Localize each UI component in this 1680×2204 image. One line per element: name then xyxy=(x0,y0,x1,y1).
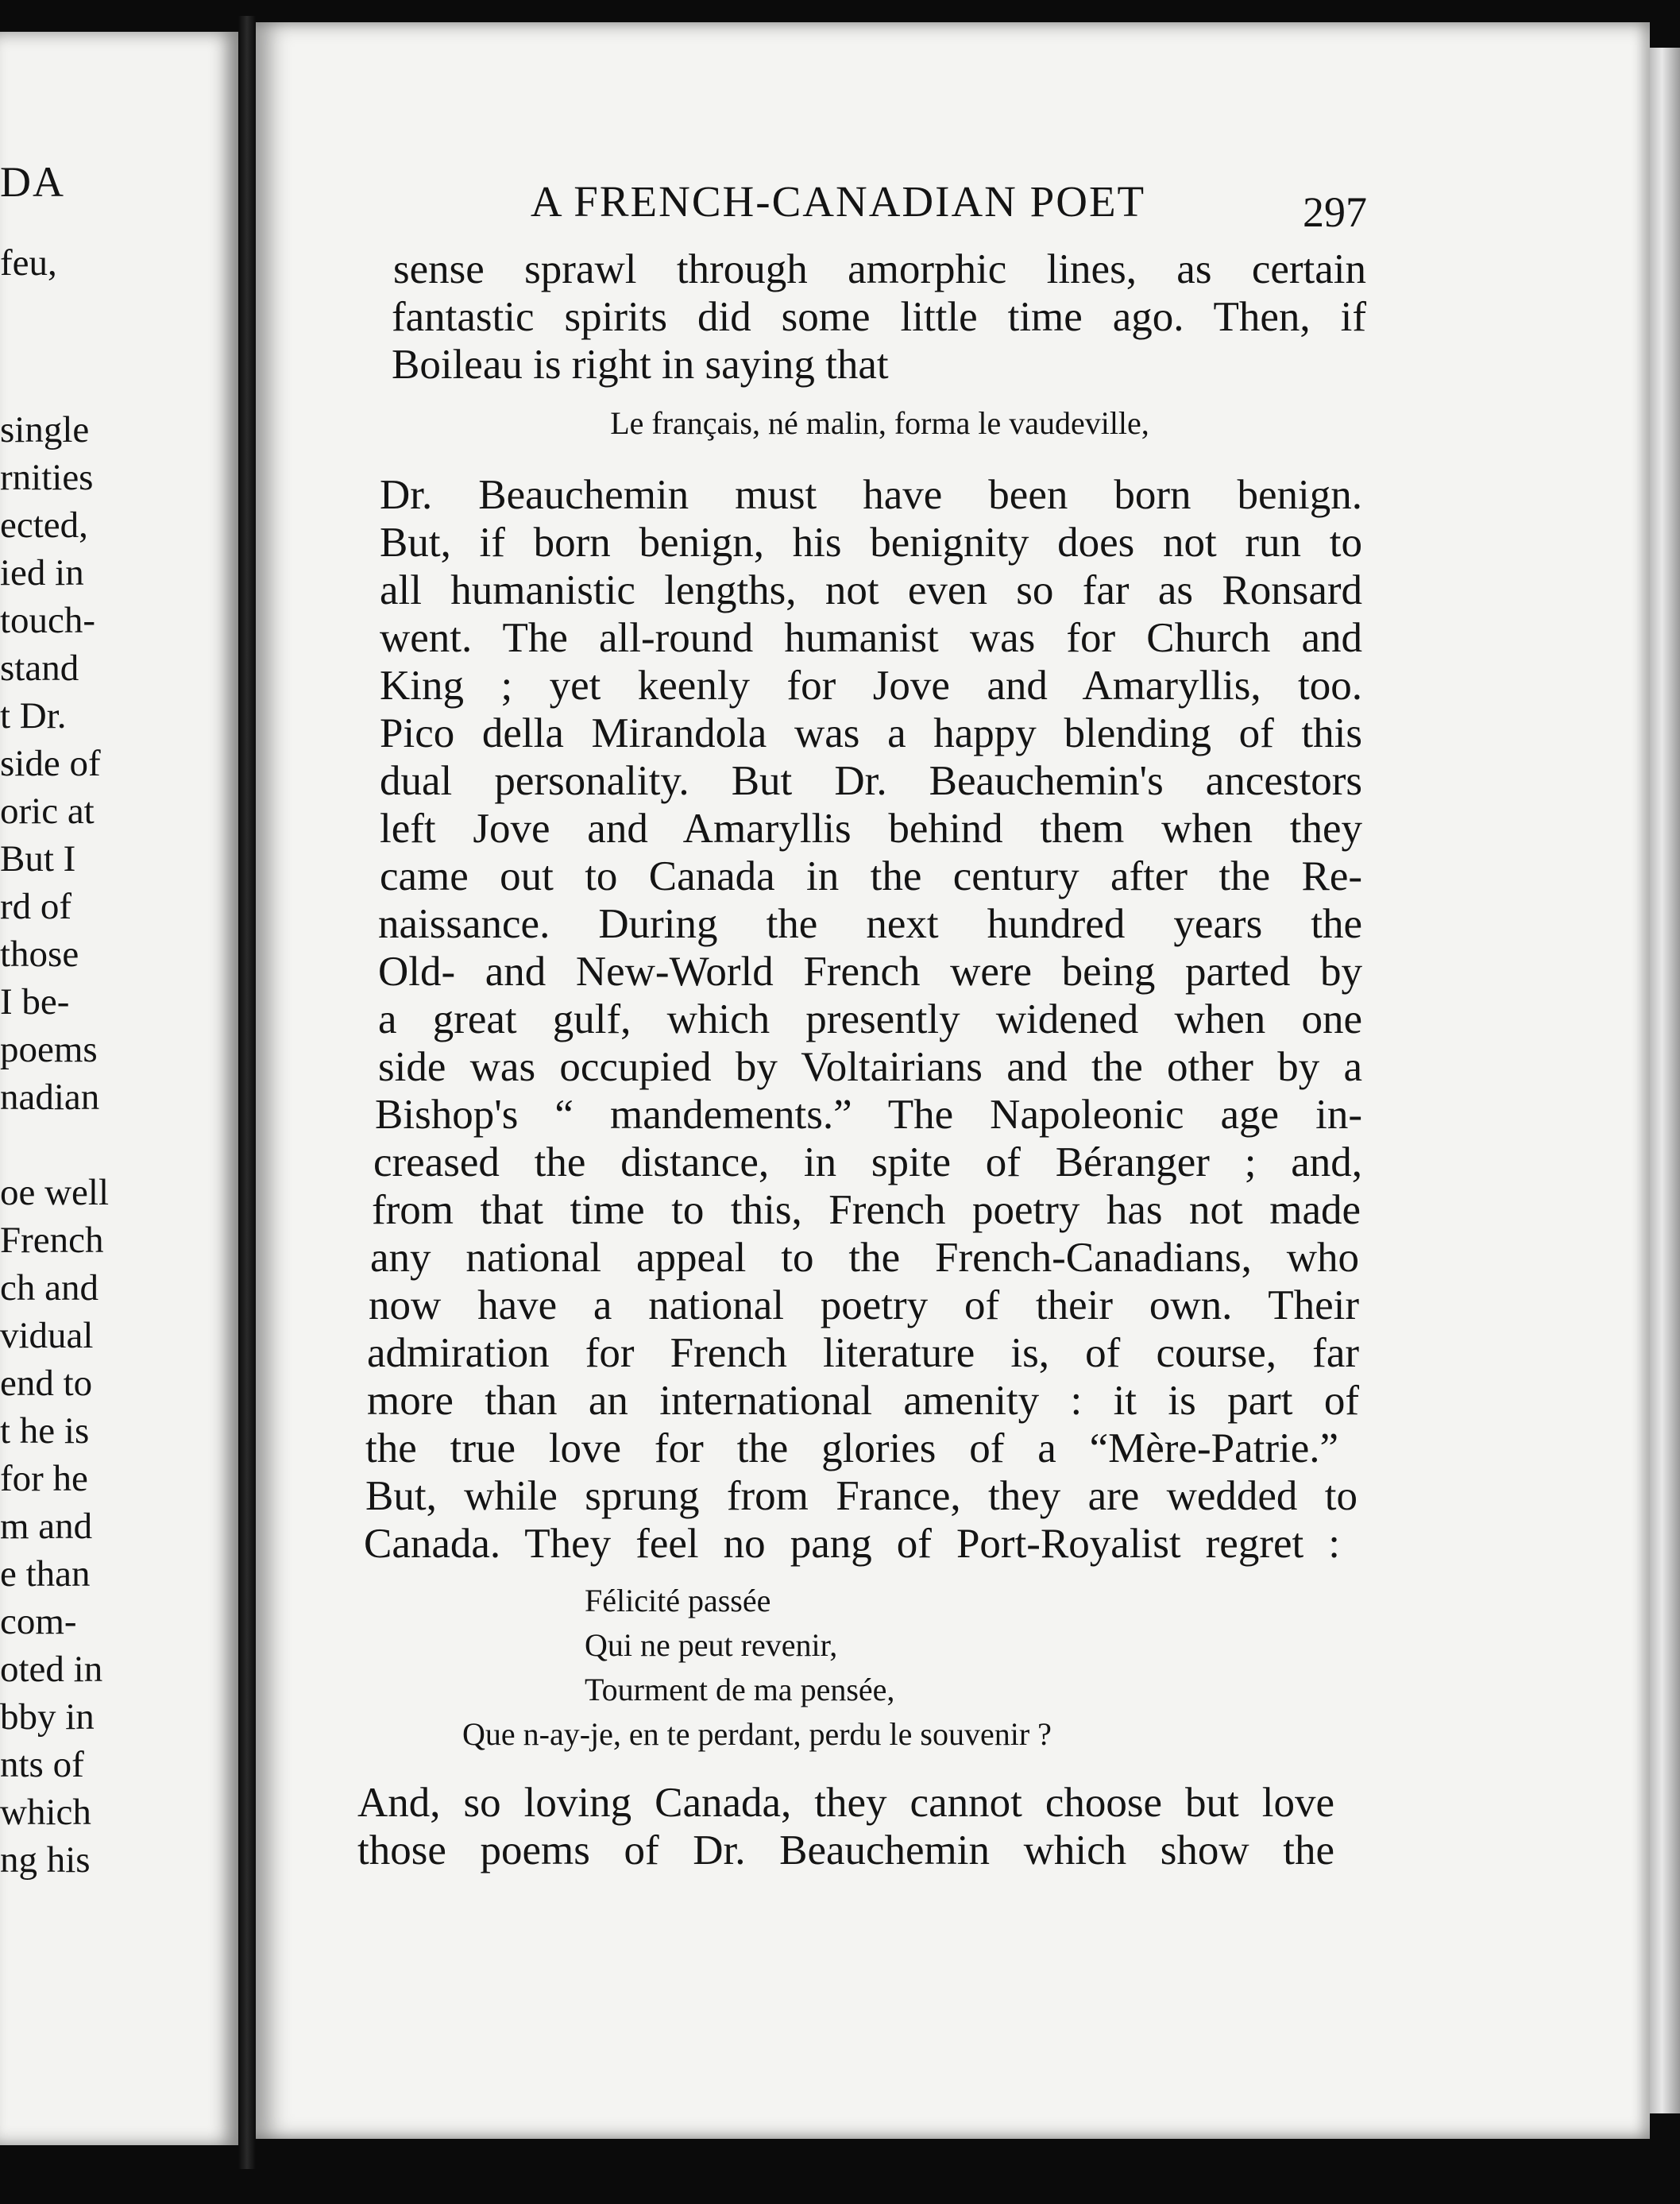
left-page-fragment: ected, xyxy=(0,505,88,546)
left-page-fragment: t he is xyxy=(0,1410,90,1452)
body-line: left Jove and Amaryllis behind them when they xyxy=(380,806,1362,852)
left-page-fragment: poems xyxy=(0,1029,98,1070)
left-page-fragment: ch and xyxy=(0,1267,98,1309)
left-page-fragment: ng his xyxy=(0,1839,91,1881)
body-line: from that time to this, French poetry has not made xyxy=(372,1187,1361,1233)
body-line: sense sprawl through amorphic lines, as certain xyxy=(393,246,1366,292)
body-line: fantastic spirits did some little time ago. Then, if xyxy=(392,294,1366,340)
body-line: a great gulf, which presently widened when one xyxy=(378,996,1362,1042)
body-line: And, so loving Canada, they cannot choose but love xyxy=(357,1780,1334,1826)
left-page-fragment: French xyxy=(0,1220,104,1261)
body-line: Canada. They feel no pang of Port-Royalist regret : xyxy=(364,1521,1340,1567)
left-page-fragment: for he xyxy=(0,1458,88,1499)
body-line: went. The all-round humanist was for Church and xyxy=(380,615,1362,661)
left-page-fragment: nts of xyxy=(0,1744,84,1785)
body-line: now have a national poetry of their own. Their xyxy=(369,1282,1359,1328)
left-page-fragment: DA xyxy=(0,158,65,206)
left-page-fragment: vidual xyxy=(0,1315,94,1356)
body-line: the true love for the glories of a “Mère-Patrie.” xyxy=(365,1425,1338,1471)
left-page-fragment: side of xyxy=(0,743,101,784)
body-line: Boileau is right in saying that xyxy=(392,342,889,388)
body-line: Old- and New-World French were being parted by xyxy=(378,949,1362,995)
left-page-fragment: rnities xyxy=(0,457,94,498)
left-page-fragment: rd of xyxy=(0,886,72,927)
left-page-fragment: I be- xyxy=(0,981,70,1023)
body-line: But, if born benign, his benignity does not run to xyxy=(380,520,1362,566)
body-line: admiration for French literature is, of course, far xyxy=(367,1330,1359,1376)
body-line: those poems of Dr. Beauchemin which show the xyxy=(357,1827,1334,1873)
body-line: came out to Canada in the century after the Re- xyxy=(380,853,1362,899)
body-line: King ; yet keenly for Jove and Amaryllis, too. xyxy=(380,663,1362,709)
left-page-fragment: e than xyxy=(0,1553,91,1595)
left-page-fragment: those xyxy=(0,934,79,975)
left-page-fragment: touch- xyxy=(0,600,96,641)
body-line: any national appeal to the French-Canadians, who xyxy=(370,1235,1359,1281)
book-gutter xyxy=(238,16,256,2169)
running-head: A FRENCH-CANADIAN POET xyxy=(530,177,1146,226)
body-line: dual personality. But Dr. Beauchemin's ancestors xyxy=(380,758,1362,804)
body-line: But, while sprung from France, they are wedded to xyxy=(365,1473,1358,1519)
left-page-fragment: feu, xyxy=(0,242,57,284)
left-page-fragment: end to xyxy=(0,1363,93,1404)
left-page-fragment: t Dr. xyxy=(0,695,67,737)
poem-line: Qui ne peut revenir, xyxy=(585,1627,838,1663)
body-line: side was occupied by Voltairians and the other by a xyxy=(378,1044,1362,1090)
poem-line: Que n-ay-je, en te perdant, perdu le souvenir ? xyxy=(462,1716,1052,1752)
body-line: creased the distance, in spite of Béranger ; and, xyxy=(373,1139,1362,1185)
page-edge xyxy=(1650,48,1680,2113)
left-page-fragment: which xyxy=(0,1792,91,1833)
left-page-fragment: stand xyxy=(0,648,79,689)
page-number: 297 xyxy=(1303,188,1367,236)
left-page-fragment: ied in xyxy=(0,552,84,594)
body-line: Pico della Mirandola was a happy blending of this xyxy=(380,710,1362,756)
left-page-fragment: nadian xyxy=(0,1077,100,1118)
left-page-fragment: oted in xyxy=(0,1649,103,1690)
poem-line: Tourment de ma pensée, xyxy=(585,1672,895,1707)
left-page-fragment: com- xyxy=(0,1601,77,1642)
body-line: naissance. During the next hundred years the xyxy=(378,901,1362,947)
body-line: all humanistic lengths, not even so far as Ronsard xyxy=(380,567,1362,613)
left-page-fragment: m and xyxy=(0,1506,93,1547)
quoted-verse-line: Le français, né malin, forma le vaudeville, xyxy=(610,405,1149,441)
left-page-fragment: oe well xyxy=(0,1172,110,1213)
body-line: Bishop's “ mandements.” The Napoleonic age in- xyxy=(375,1092,1362,1138)
body-line: Dr. Beauchemin must have been born benign. xyxy=(380,472,1362,518)
left-page xyxy=(0,32,238,2145)
body-line: more than an international amenity : it is part of xyxy=(367,1378,1359,1424)
left-page-fragment: But I xyxy=(0,838,76,880)
poem-line: Félicité passée xyxy=(585,1583,771,1618)
left-page-fragment: single xyxy=(0,409,90,450)
left-page-fragment: oric at xyxy=(0,791,95,832)
left-page-fragment: bby in xyxy=(0,1696,95,1738)
